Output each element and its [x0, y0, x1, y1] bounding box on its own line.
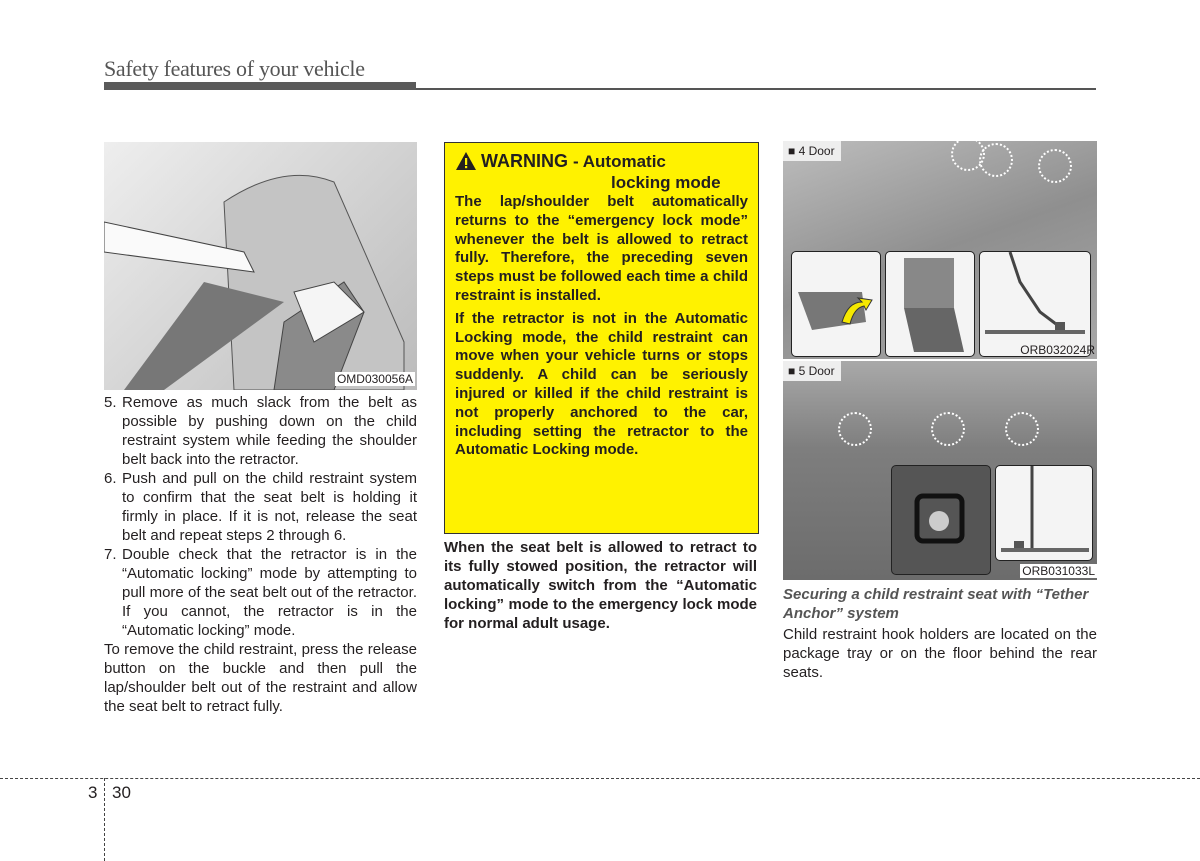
anchor-marker [931, 412, 965, 446]
page-number: 30 [112, 783, 131, 802]
inset-cover [791, 251, 881, 357]
warning-triangle-icon [455, 151, 481, 193]
warning-box [444, 142, 759, 534]
figure-code: ORB031033L [1022, 564, 1095, 578]
right-column [783, 585, 1097, 684]
warning-paragraph-2: If the retractor is not in the Automatic Locking mode, the child restraint can move when your vehicle turns or stops suddenly. A child can be seriously injured or killed if the child restraint is not properly anchored to the car, including setting the retractor to the Automatic Locking mode. [455, 309, 748, 459]
step-number: 6. [104, 470, 117, 487]
section-title: Safety features of your vehicle [104, 56, 365, 81]
4-door-label: ■ 4 Door [783, 141, 841, 161]
step-5 [104, 393, 417, 469]
left-column [104, 393, 417, 718]
remove-restraint-paragraph: To remove the child restraint, press the release button on the buckle and then pull the lap/shoulder belt out of the restraint and allow the seat belt to retract fully. [104, 641, 417, 715]
inset-open-cover [885, 251, 975, 357]
warning-paragraph-1: The lap/shoulder belt automatically returns to the “emergency lock mode” whenever the belt is allowed to retract fully. Therefore, the preceding seven steps must be followed each time a child restraint is installed. [455, 193, 748, 304]
4-door-figure [783, 141, 1097, 359]
header-bar [104, 82, 416, 90]
anchor-marker [838, 412, 872, 446]
child-seat-drawing [104, 142, 417, 390]
warning-heading [455, 151, 748, 193]
hook-holders-paragraph: Child restraint hook holders are located on the package tray or on the floor behind the rear seats. [783, 626, 1097, 681]
step-text: Double check that the retractor is in the “Automatic locking” mode by attempting to pull more of the seat belt out of the retractor. If you cannot, the retractor is in the “Automatic locking” mode. [122, 546, 417, 639]
header-rule [416, 88, 1096, 90]
footer-rule [0, 778, 1200, 779]
inset-anchor [891, 465, 991, 575]
step-7 [104, 545, 417, 640]
middle-column [444, 538, 757, 635]
retract-paragraph: When the seat belt is allowed to retract to its fully stowed position, the retractor will automatically switch from the “Automatic locking” mode to the emergency lock mode for normal adult usage. [444, 539, 757, 632]
anchor-marker [979, 143, 1013, 177]
step-6 [104, 469, 417, 545]
5-door-figure [783, 361, 1097, 580]
anchor-marker [1005, 412, 1039, 446]
footer-divider [104, 778, 105, 861]
figure-caption: Securing a child restraint seat with “Tether Anchor” system [783, 586, 1089, 622]
figure-code: ORB032024R [1020, 343, 1095, 357]
step-text: Push and pull on the child restraint system to confirm that the seat belt is holding it firmly in place. If it is not, release the seat belt and repeat steps 2 through 6. [122, 470, 417, 544]
step-number: 7. [104, 546, 117, 563]
section-number: 3 [88, 783, 98, 802]
5-door-label: ■ 5 Door [783, 361, 841, 381]
inset-hook-floor [995, 465, 1093, 561]
figure-code: OMD030056A [336, 372, 413, 386]
anchor-marker [1038, 149, 1072, 183]
child-seat-illustration [104, 142, 417, 390]
step-number: 5. [104, 394, 117, 411]
warning-title: WARNING [481, 151, 568, 171]
step-text: Remove as much slack from the belt as possible by pushing down on the child restraint system while feeding the shoulder belt back into the retractor. [122, 394, 417, 468]
warning-subtitle-1: - Automatic [573, 152, 666, 171]
inset-hook [979, 251, 1091, 357]
warning-subtitle-2: locking mode [611, 173, 721, 192]
